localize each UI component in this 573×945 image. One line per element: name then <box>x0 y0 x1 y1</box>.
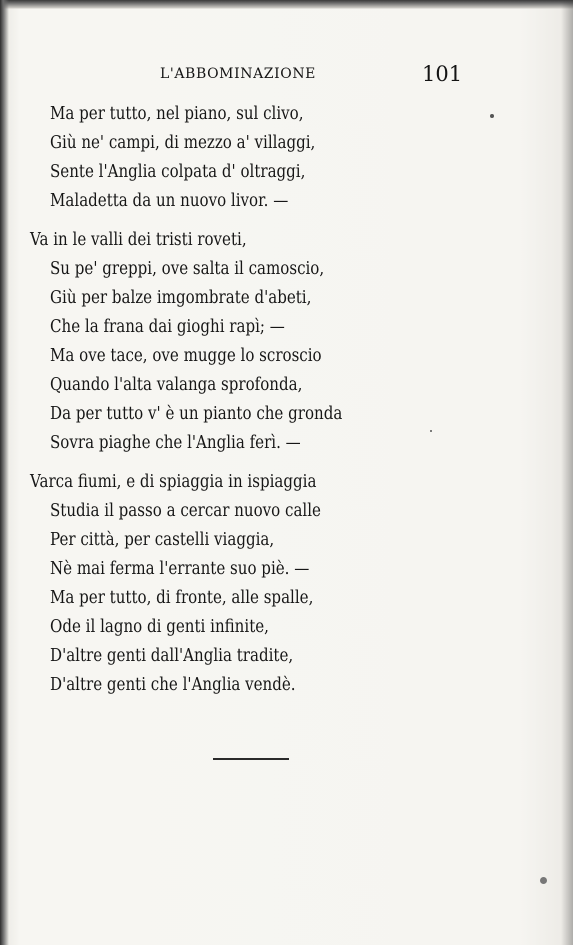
verse-line: Ma ove tace, ove mugge lo scroscio <box>50 346 322 366</box>
verse-line: D'altre genti dall'Anglia tradite, <box>50 646 294 666</box>
verse-line: Su pe' greppi, ove salta il camoscio, <box>50 259 325 279</box>
verse-line: Quando l'alta valanga sprofonda, <box>50 375 303 395</box>
verse-line: Studia il passo a cercar nuovo calle <box>50 501 321 521</box>
paper-speck <box>430 430 432 432</box>
page-header <box>0 62 573 88</box>
page-number: 101 <box>422 62 463 86</box>
verse-line: Per città, per castelli viaggia, <box>50 530 275 550</box>
paper-speck <box>540 877 547 884</box>
verse-line: Ma per tutto, nel piano, sul clivo, <box>50 104 304 124</box>
verse-line: Giù per balze imgombrate d'abeti, <box>50 288 312 308</box>
verse-line: Va in le valli dei tristi roveti, <box>30 230 247 250</box>
verse-line: Da per tutto v' è un pianto che gronda <box>50 404 343 424</box>
verse-line: Che la frana dai gioghi rapì; — <box>50 317 285 337</box>
verse-line: Sovra piaghe che l'Anglia ferì. — <box>50 433 301 453</box>
verse-line: Ma per tutto, di fronte, alle spalle, <box>50 588 314 608</box>
paper-speck <box>490 114 494 118</box>
running-title: L'ABBOMINAZIONE <box>160 66 316 82</box>
verse-line: Giù ne' campi, di mezzo a' villaggi, <box>50 133 316 153</box>
page-top-edge <box>0 0 573 9</box>
verse-line: Maladetta da un nuovo livor. — <box>50 191 289 211</box>
verse-line: Sente l'Anglia colpata d' oltraggi, <box>50 162 306 182</box>
verse-line: Ode il lagno di genti infinite, <box>50 617 269 637</box>
verse-line: Nè mai ferma l'errante suo piè. — <box>50 559 310 579</box>
page-binding-edge <box>0 0 9 945</box>
page-right-shadow <box>561 0 573 945</box>
verse-line: D'altre genti che l'Anglia vendè. <box>50 675 296 695</box>
end-rule <box>213 758 289 760</box>
verse-line: Varca fiumi, e di spiaggia in ispiaggia <box>30 472 317 492</box>
